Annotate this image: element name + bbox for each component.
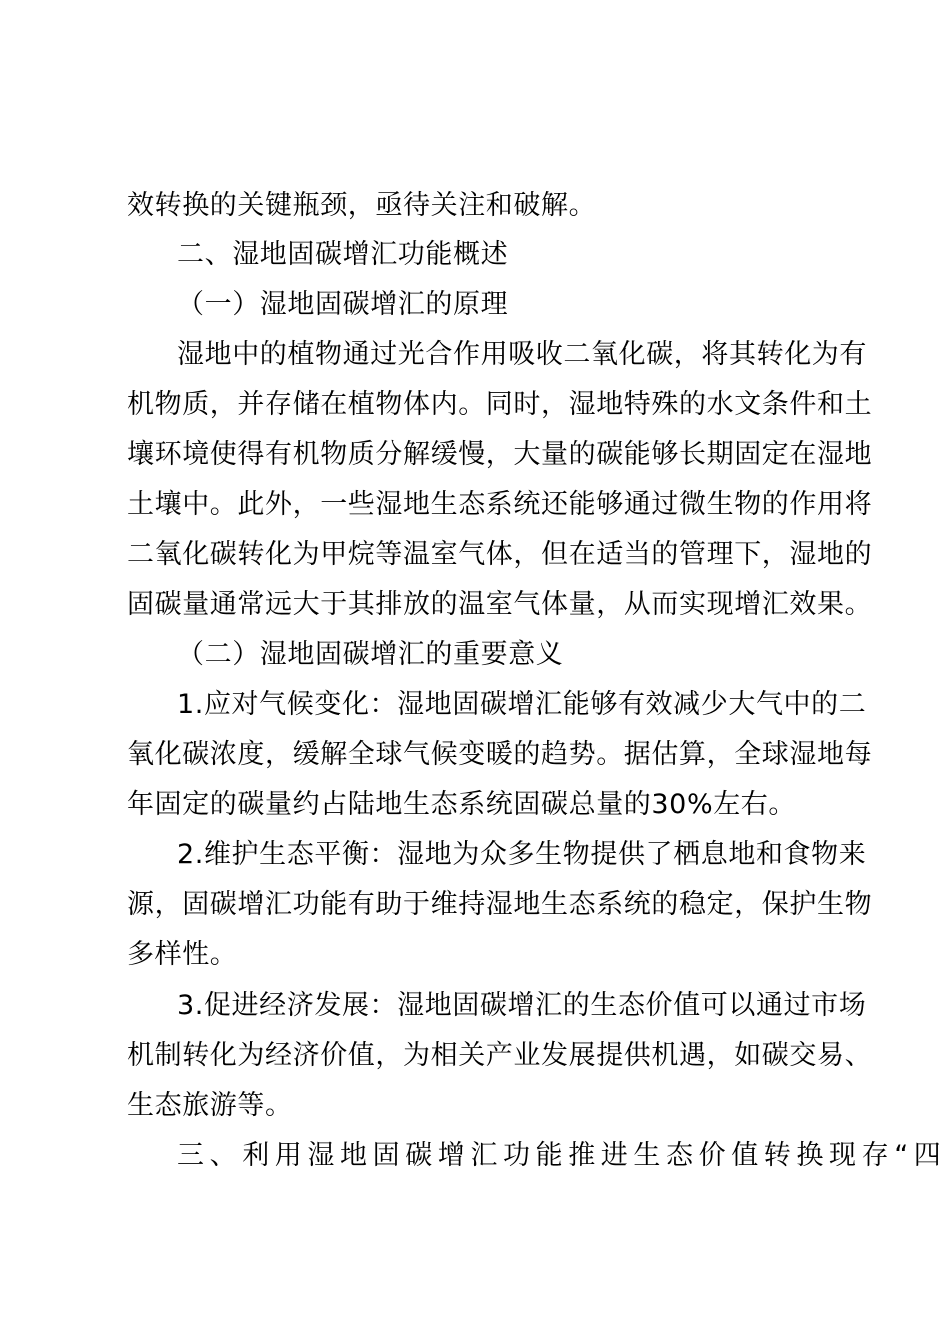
paragraph-line-continuation: 效转换的关键瓶颈，亟待关注和破解。 [127, 190, 597, 221]
section-heading-2: 二、湿地固碳增汇功能概述 [177, 239, 509, 270]
paragraph-line: 机物质，并存储在植物体内。同时，湿地特殊的水文条件和土 [127, 389, 873, 420]
list-item-line: 多样性。 [127, 939, 238, 970]
paragraph-line: 湿地中的植物通过光合作用吸收二氧化碳，将其转化为有 [177, 339, 867, 370]
subsection-heading-2-1: （一）湿地固碳增汇的原理 [177, 289, 509, 320]
list-item-line: 3.促进经济发展：湿地固碳增汇的生态价值可以通过市场 [177, 990, 867, 1021]
list-item-line: 1.应对气候变化：湿地固碳增汇能够有效减少大气中的二 [177, 689, 867, 720]
list-item-line: 生态旅游等。 [127, 1090, 293, 1121]
list-item-line: 2.维护生态平衡：湿地为众多生物提供了栖息地和食物来 [177, 839, 867, 870]
paragraph-line: 土壤中。此外，一些湿地生态系统还能够通过微生物的作用将 [127, 489, 873, 520]
list-item-line: 年固定的碳量约占陆地生态系统固碳总量的30%左右。 [127, 789, 797, 820]
subsection-heading-2-2: （二）湿地固碳增汇的重要意义 [177, 639, 564, 670]
list-item-line: 源，固碳增汇功能有助于维持湿地生态系统的稳定，保护生物 [127, 889, 873, 920]
paragraph-line: 固碳量通常远大于其排放的温室气体量，从而实现增汇效果。 [127, 589, 873, 620]
list-item-line: 氧化碳浓度，缓解全球气候变暖的趋势。据估算，全球湿地每 [127, 739, 873, 770]
list-item-line: 机制转化为经济价值，为相关产业发展提供机遇，如碳交易、 [127, 1040, 873, 1071]
paragraph-line: 壤环境使得有机物质分解缓慢，大量的碳能够长期固定在湿地 [127, 439, 873, 470]
section-heading-3: 三、利用湿地固碳增汇功能推进生态价值转换现存“四 [177, 1140, 947, 1171]
paragraph-line: 二氧化碳转化为甲烷等温室气体，但在适当的管理下，湿地的 [127, 539, 873, 570]
